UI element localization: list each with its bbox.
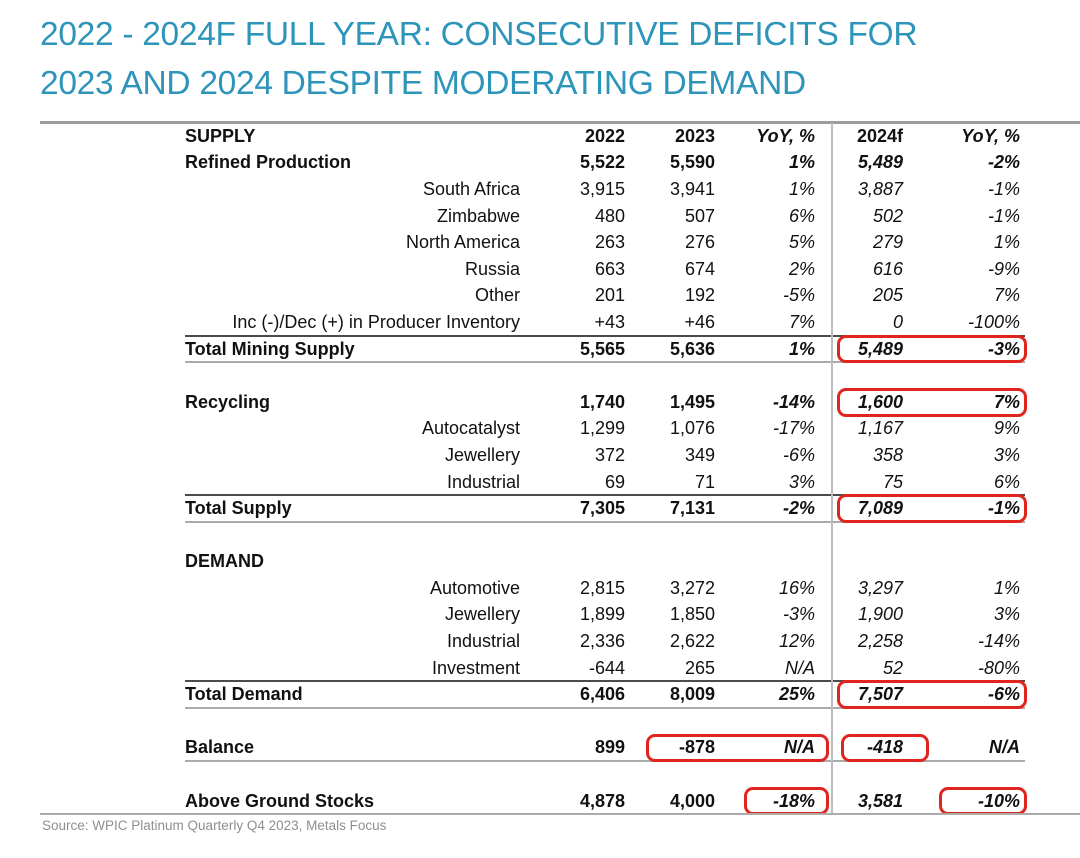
row-label: South Africa: [422, 178, 520, 199]
value-cell: 5,489: [857, 338, 903, 359]
value-cell: -2%: [987, 152, 1020, 173]
table-row: [40, 309, 1080, 336]
value-cell: -10%: [977, 790, 1020, 811]
table-spacer-row: [40, 522, 1080, 549]
value-cell: [903, 549, 1020, 576]
value-cell: 3,941: [669, 178, 715, 199]
value-cell: 3,272: [669, 577, 715, 598]
highlight-box: [646, 734, 829, 763]
table-row: [40, 495, 1080, 522]
value-cell: 4,000: [669, 790, 715, 811]
value-cell: -14%: [772, 391, 815, 412]
value-cell: -418: [866, 737, 903, 758]
row-label: Total Supply: [185, 498, 292, 519]
value-cell: 1,600: [857, 391, 903, 412]
value-cell: 899: [594, 737, 625, 758]
table-row: [40, 442, 1080, 469]
row-label: DEMAND: [185, 551, 264, 572]
table-row: [40, 283, 1080, 310]
value-cell: -1%: [987, 498, 1020, 519]
value-cell: 1%: [993, 232, 1020, 253]
value-cell: 263: [594, 232, 625, 253]
row-label: Russia: [464, 258, 520, 279]
highlight-box: [744, 787, 829, 816]
value-cell: 71: [694, 471, 715, 492]
value-cell: 7%: [788, 311, 815, 332]
value-cell: 8,009: [669, 684, 715, 705]
value-cell: 5,489: [857, 152, 903, 173]
value-cell: 1,495: [669, 391, 715, 412]
slide-title-line1: 2022 - 2024F FULL YEAR: CONSECUTIVE DEFICITS FOR: [40, 16, 918, 53]
value-cell: 265: [684, 657, 715, 678]
value-cell: 5%: [788, 232, 815, 253]
value-cell: -17%: [772, 418, 815, 439]
value-cell: 276: [684, 232, 715, 253]
row-label: North America: [405, 232, 520, 253]
value-cell: 1%: [788, 338, 815, 359]
row-label: Other: [474, 285, 520, 306]
highlight-box: [837, 494, 1027, 523]
table-row: [40, 229, 1080, 256]
table-bottom-rule: [40, 813, 1080, 815]
column-header-cell: YoY, %: [756, 125, 815, 146]
value-cell: 1,076: [669, 418, 715, 439]
highlight-box: [837, 388, 1027, 417]
value-cell: 7,507: [857, 684, 903, 705]
value-cell: 7,131: [669, 498, 715, 519]
row-label: Industrial: [446, 471, 520, 492]
value-cell: 12%: [778, 631, 815, 652]
value-cell: 663: [594, 258, 625, 279]
value-cell: +43: [594, 311, 625, 332]
value-cell: -14%: [977, 631, 1020, 652]
value-cell: 52: [882, 657, 903, 678]
value-cell: -5%: [782, 285, 815, 306]
row-label: Inc (-)/Dec (+) in Producer Inventory: [232, 311, 520, 332]
table-row: [40, 575, 1080, 602]
value-cell: 5,636: [669, 338, 715, 359]
row-label: Total Mining Supply: [185, 338, 355, 359]
value-cell: 6%: [993, 471, 1020, 492]
value-cell: 205: [872, 285, 903, 306]
value-cell: 7%: [993, 285, 1020, 306]
table-row: [40, 681, 1080, 708]
table-row: [40, 549, 1080, 576]
value-cell: 502: [872, 205, 903, 226]
row-label: Industrial: [446, 631, 520, 652]
value-cell: [715, 549, 815, 576]
value-cell: -1%: [987, 178, 1020, 199]
value-cell: 2,622: [669, 631, 715, 652]
value-cell: 1,299: [579, 418, 625, 439]
value-cell: 616: [872, 258, 903, 279]
value-cell: [815, 549, 903, 576]
value-cell: +46: [684, 311, 715, 332]
value-cell: 9%: [993, 418, 1020, 439]
value-cell: [520, 549, 625, 576]
row-label: Automotive: [429, 577, 520, 598]
table-row: [40, 203, 1080, 230]
value-cell: 1%: [788, 178, 815, 199]
value-cell: 2,336: [579, 631, 625, 652]
value-cell: 3%: [993, 444, 1020, 465]
source-note: Source: WPIC Platinum Quarterly Q4 2023, Metals Focus: [42, 818, 387, 833]
highlight-box: [837, 680, 1027, 709]
column-header-cell: YoY, %: [961, 125, 1020, 146]
value-cell: 279: [872, 232, 903, 253]
value-cell: 7%: [993, 391, 1020, 412]
value-cell: -18%: [772, 790, 815, 811]
row-label: Autocatalyst: [421, 418, 520, 439]
table-header-row: [40, 123, 1080, 150]
table-row: [40, 416, 1080, 443]
value-cell: 16%: [778, 577, 815, 598]
value-cell: 5,565: [579, 338, 625, 359]
table-row: [40, 788, 1080, 815]
value-cell: N/A: [784, 737, 815, 758]
value-cell: 5,522: [579, 152, 625, 173]
value-cell: -878: [678, 737, 715, 758]
value-cell: 1%: [788, 152, 815, 173]
value-cell: 3,581: [857, 790, 903, 811]
value-cell: 7,305: [579, 498, 625, 519]
value-cell: 2,258: [857, 631, 903, 652]
value-cell: 1,850: [669, 604, 715, 625]
table-row: [40, 735, 1080, 762]
table-row: [40, 602, 1080, 629]
table-row: [40, 176, 1080, 203]
value-cell: -80%: [977, 657, 1020, 678]
column-divider-rule: [831, 123, 833, 813]
value-cell: 7,089: [857, 498, 903, 519]
value-cell: 1,167: [857, 418, 903, 439]
value-cell: 25%: [778, 684, 815, 705]
value-cell: 3%: [993, 604, 1020, 625]
value-cell: 6,406: [579, 684, 625, 705]
value-cell: N/A: [784, 657, 815, 678]
value-cell: -2%: [782, 498, 815, 519]
value-cell: -644: [588, 657, 625, 678]
value-cell: 349: [684, 444, 715, 465]
value-cell: 2,815: [579, 577, 625, 598]
value-cell: 507: [684, 205, 715, 226]
value-cell: 0: [892, 311, 903, 332]
table-row: [40, 256, 1080, 283]
value-cell: 6%: [788, 205, 815, 226]
row-label: Jewellery: [444, 604, 520, 625]
row-label: Refined Production: [185, 152, 351, 173]
table-row: [40, 336, 1080, 363]
value-cell: 201: [594, 285, 625, 306]
value-cell: 1,899: [579, 604, 625, 625]
table-spacer-row: [40, 708, 1080, 735]
table-row: [40, 469, 1080, 496]
slide-title-line2: 2023 AND 2024 DESPITE MODERATING DEMAND: [40, 65, 806, 102]
table-row: [40, 389, 1080, 416]
highlight-box: [841, 734, 929, 763]
value-cell: -9%: [987, 258, 1020, 279]
value-cell: 1%: [993, 577, 1020, 598]
value-cell: 3%: [788, 471, 815, 492]
value-cell: 3,887: [857, 178, 903, 199]
row-label: SUPPLY: [185, 125, 256, 146]
value-cell: 192: [684, 285, 715, 306]
value-cell: -3%: [987, 338, 1020, 359]
value-cell: 674: [684, 258, 715, 279]
value-cell: 75: [882, 471, 903, 492]
value-cell: -6%: [987, 684, 1020, 705]
row-label: Balance: [185, 737, 255, 758]
column-header-cell: 2024f: [856, 125, 903, 146]
row-label: Jewellery: [444, 444, 520, 465]
value-cell: -1%: [987, 205, 1020, 226]
table-spacer-row: [40, 761, 1080, 788]
row-label: Recycling: [185, 391, 271, 412]
row-label: Investment: [431, 657, 520, 678]
highlight-box: [939, 787, 1027, 816]
value-cell: 480: [594, 205, 625, 226]
table-row: [40, 150, 1080, 177]
row-label: Above Ground Stocks: [185, 790, 375, 811]
row-label: Zimbabwe: [436, 205, 520, 226]
column-header-cell: 2023: [674, 125, 715, 146]
supply-demand-table: [40, 123, 1080, 814]
value-cell: -3%: [782, 604, 815, 625]
value-cell: 372: [594, 444, 625, 465]
column-header-cell: 2022: [584, 125, 625, 146]
value-cell: N/A: [989, 737, 1020, 758]
value-cell: 5,590: [669, 152, 715, 173]
value-cell: -100%: [967, 311, 1020, 332]
row-label: Total Demand: [185, 684, 303, 705]
value-cell: 69: [604, 471, 625, 492]
value-cell: 358: [872, 444, 903, 465]
value-cell: 3,915: [579, 178, 625, 199]
value-cell: [625, 549, 715, 576]
value-cell: 2%: [788, 258, 815, 279]
value-cell: -6%: [782, 444, 815, 465]
table-row: [40, 655, 1080, 682]
highlight-box: [837, 335, 1027, 364]
table-row: [40, 628, 1080, 655]
value-cell: 1,740: [579, 391, 625, 412]
value-cell: 4,878: [579, 790, 625, 811]
value-cell: 3,297: [857, 577, 903, 598]
table-spacer-row: [40, 362, 1080, 389]
value-cell: 1,900: [857, 604, 903, 625]
